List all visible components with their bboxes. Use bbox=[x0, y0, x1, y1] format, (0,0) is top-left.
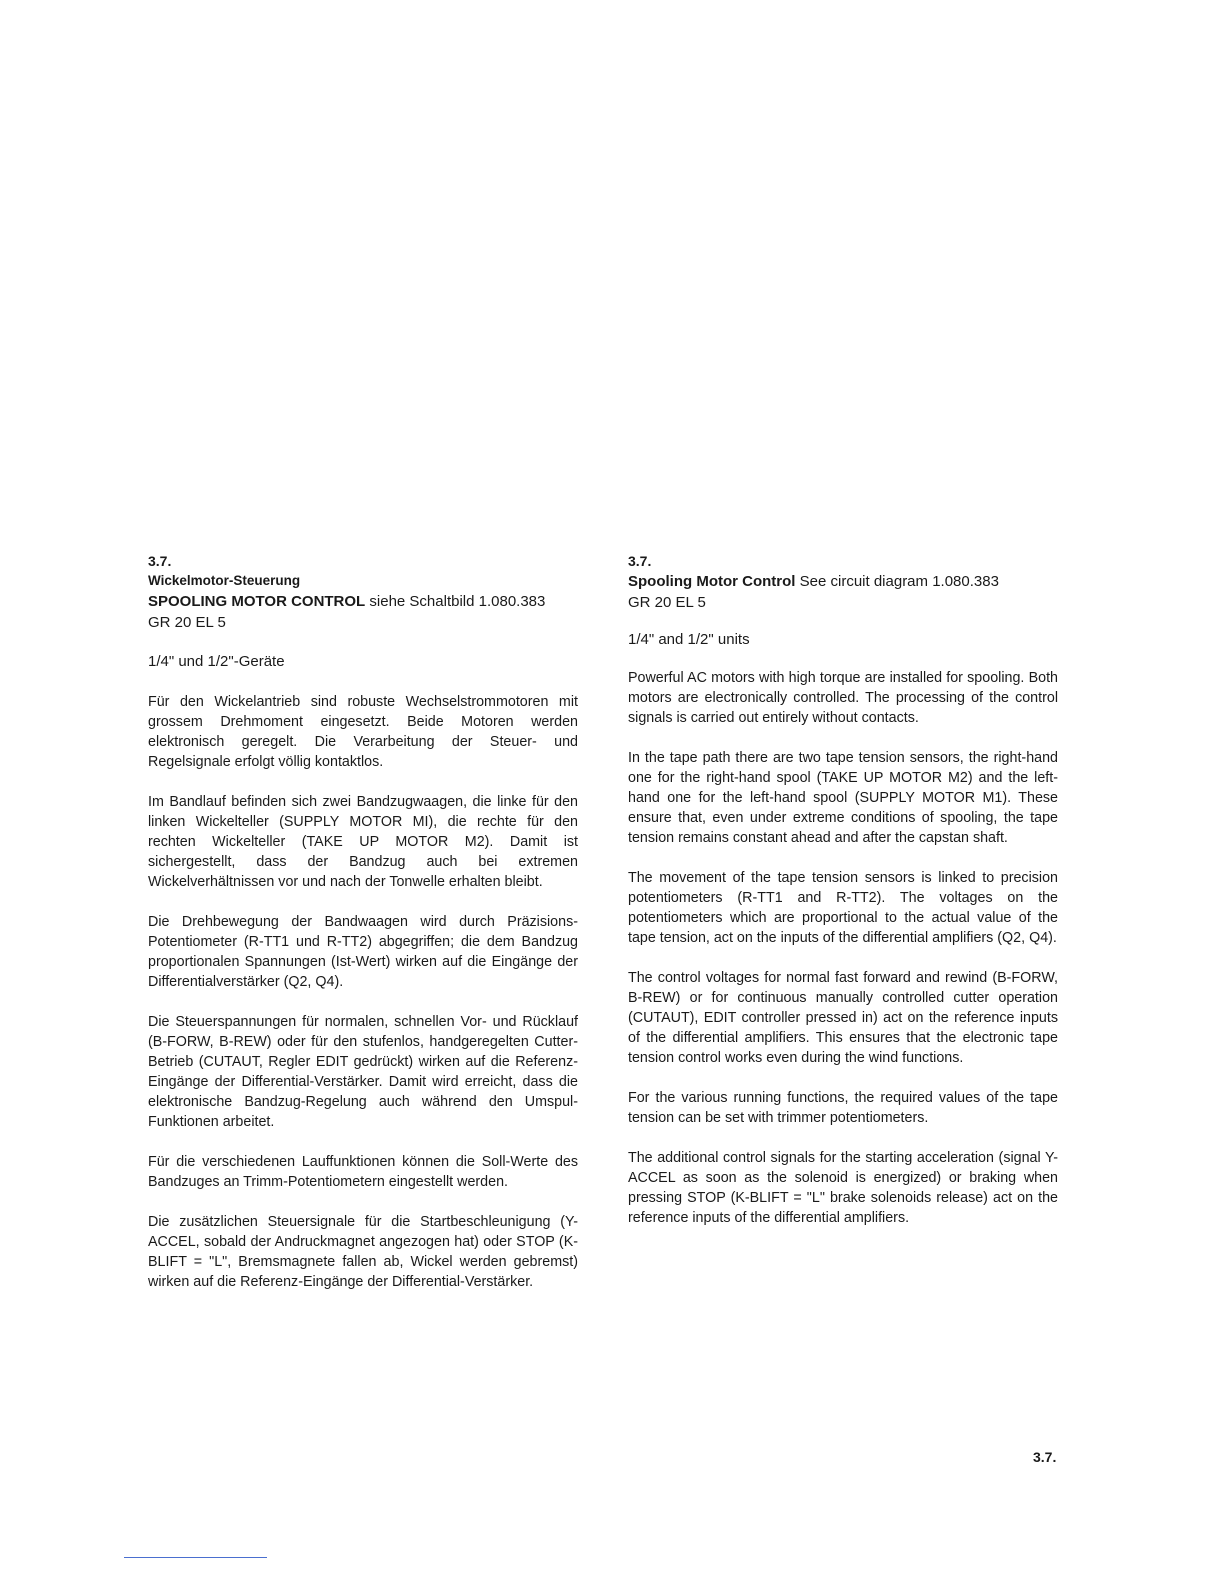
paragraph: Für die verschiedenen Lauffunktionen können die Soll-Werte des Bandzuges an Trimm-Potentiometern eingestellt werden. bbox=[148, 1154, 578, 1190]
model-designation: GR 20 EL 5 bbox=[148, 614, 226, 631]
units-line: 1/4" und 1/2"-Geräte bbox=[148, 653, 285, 670]
paragraph: The additional control signals for the starting acceleration (signal Y-ACCEL as soon as the solenoid is energized) or braking when pressing STOP (K-BLIFT = "L" brake solenoids release) act on the reference inputs of the differential amplifiers. bbox=[628, 1150, 1058, 1226]
section-title bbox=[148, 591, 578, 612]
section-title-ref: See circuit diagram 1.080.383 bbox=[795, 573, 999, 590]
paragraph: Die Drehbewegung der Bandwaagen wird durch Präzisions-Potentiometer (R-TT1 und R-TT2) abgegriffen; die dem Bandzug proportionalen Spannungen (Ist-Wert) wirken auf die Eingänge der Differentialverstärker (Q2, Q4). bbox=[148, 914, 578, 990]
paragraph: For the various running functions, the required values of the tape tension can be set with trimmer potentiometers. bbox=[628, 1090, 1058, 1126]
section-title bbox=[628, 571, 1058, 592]
model-designation: GR 20 EL 5 bbox=[628, 594, 706, 611]
units-line: 1/4" and 1/2" units bbox=[628, 631, 750, 648]
section-title-ref: siehe Schaltbild 1.080.383 bbox=[365, 593, 546, 610]
section-number: 3.7. bbox=[628, 553, 652, 569]
page-number: 3.7. bbox=[1033, 1449, 1057, 1465]
paragraph: The control voltages for normal fast forward and rewind (B-FORW, B-REW) or for continuous manually controlled cutter operation (CUTAUT), EDIT controller pressed in) act on the reference inputs of the differential amplifiers. This ensures that the electronic tape tension control works even during the wind functions. bbox=[628, 970, 1058, 1066]
german-subtitle: Wickelmotor-Steuerung bbox=[148, 573, 301, 588]
paragraph: Für den Wickelantrieb sind robuste Wechselstrommotoren mit grossem Drehmoment eingesetzt. Beide Motoren werden elektronisch geregelt. Die Verarbeitung der Steuer- und Regelsignale erfolgt völlig kontaktlos. bbox=[148, 694, 578, 770]
paragraph: Die zusätzlichen Steuersignale für die Startbeschleunigung (Y-ACCEL, sobald der Andruckmagnet angezogen hat) oder STOP (K-BLIFT = "L", Bremsmagnete fallen ab, Wickel werden gebremst) wirken auf die Referenz-Eingänge der Differential-Verstärker. bbox=[148, 1214, 578, 1290]
paragraph: The movement of the tape tension sensors is linked to precision potentiometers (R-TT1 and R-TT2). The voltages on the potentiometers which are proportional to the actual value of the tape tension, act on the inputs of the differential amplifiers (Q2, Q4). bbox=[628, 870, 1058, 946]
paragraph: In the tape path there are two tape tension sensors, the right-hand one for the right-hand spool (TAKE UP MOTOR M2) and the left-hand one for the left-hand spool (SUPPLY MOTOR M1). These ensure that, even under extreme conditions of spooling, the tape tension remains constant ahead and after the capstan shaft. bbox=[628, 750, 1058, 846]
section-number: 3.7. bbox=[148, 553, 172, 569]
paragraph: Im Bandlauf befinden sich zwei Bandzugwaagen, die linke für den linken Wickelteller (SUPPLY MOTOR MI), die rechte für den rechten Wickelteller (TAKE UP MOTOR M2). Damit ist sichergestellt, dass der Bandzug auch bei extremen Wickelverhältnissen vor und nach der Tonwelle erhalten bleibt. bbox=[148, 794, 578, 890]
english-column bbox=[628, 551, 1058, 1248]
section-title-bold: SPOOLING MOTOR CONTROL bbox=[148, 593, 366, 610]
paragraph: Die Steuerspannungen für normalen, schnellen Vor- und Rücklauf (B-FORW, B-REW) oder für den stufenlos, handgeregelten Cutter-Betrieb (CUTAUT, Regler EDIT gedrückt) wirken auf die Referenz-Eingänge der Differential-Verstärker. Damit wird erreicht, dass die elektronische Bandzug-Regelung auch während den Umspul-Funktionen arbeitet. bbox=[148, 1014, 578, 1130]
footer-rule bbox=[124, 1557, 267, 1558]
section-title-bold: Spooling Motor Control bbox=[628, 573, 796, 590]
german-column bbox=[148, 551, 578, 1312]
paragraph: Powerful AC motors with high torque are installed for spooling. Both motors are electronically controlled. The processing of the control signals is carried out entirely without contacts. bbox=[628, 670, 1058, 726]
